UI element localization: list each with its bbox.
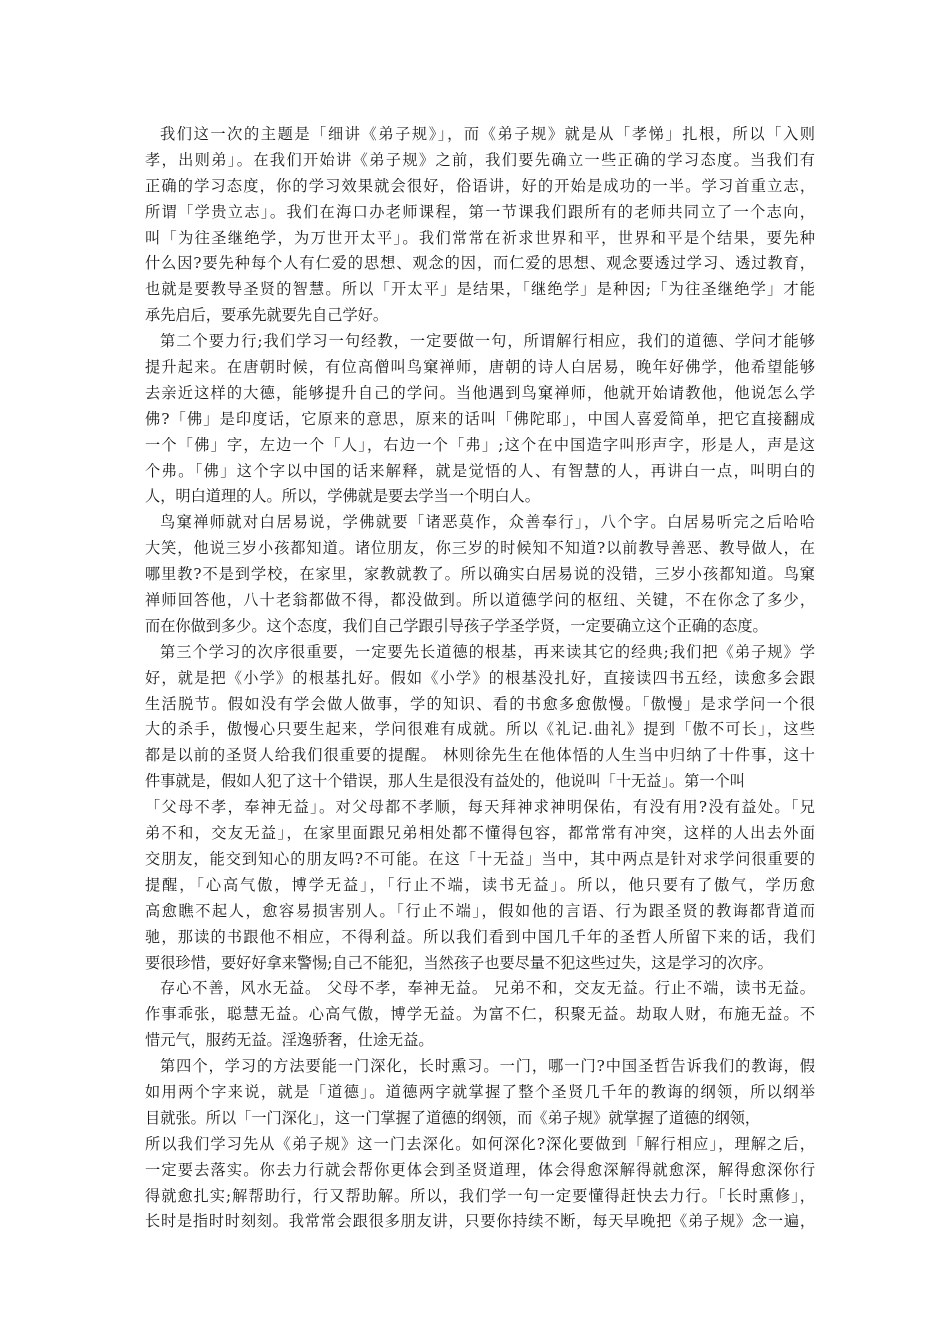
text-line: 哪里教?不是到学校，在家里，家教就教了。所以确实白居易说的没错，三岁小孩都知道。鸟窠 [145, 565, 815, 584]
text-line: 长时是指时时刻刻。我常常会跟很多朋友讲，只要你持续不断，每天早晚把《弟子规》念一遍， [145, 1212, 815, 1231]
text-line: 一个「佛」字，左边一个「人」，右边一个「弗」;这个在中国造字叫形声字，形是人，声是这 [145, 435, 815, 454]
text-line: 人，明白道理的人。所以，学佛就是要去学当一个明白人。 [145, 487, 540, 506]
text-line: 第三个学习的次序很重要，一定要先长道德的根基，再来读其它的经典;我们把《弟子规》学 [160, 642, 815, 661]
text-line: 提醒，「心高气傲，博学无益」，「行止不端，读书无益」。所以，他只要有了傲气，学历愈 [145, 875, 815, 894]
text-line: 件事就是，假如人犯了这十个错误，那人生是很没有益处的，他说叫「十无益」。第一个叫 [145, 772, 745, 791]
text-line: 去亲近这样的大德，能够提升自己的学问。当他遇到鸟窠禅师，他就开始请教他，他说怎么学 [145, 383, 815, 402]
text-line: 得就愈扎实;解帮助行，行又帮助解。所以，我们学一句一定要懂得赶快去力行。「长时熏修」， [145, 1186, 815, 1205]
text-line: 鸟窠禅师就对白居易说，学佛就要「诸恶莫作，众善奉行」，八个字。白居易听完之后哈哈 [160, 513, 815, 532]
text-line: 佛?「佛」是印度话，它原来的意思，原来的话叫「佛陀耶」，中国人喜爱简单，把它直接翻成 [145, 409, 815, 428]
text-line: 目就张。所以「一门深化」，这一门掌握了道德的纲领，而《弟子规》就掌握了道德的纲领， [145, 1108, 761, 1127]
text-line: 惜元气，服药无益。淫逸骄奢，仕途无益。 [145, 1031, 434, 1050]
text-line: 承先启后，要承先就要先自己学好。 [145, 306, 388, 325]
text-line: 所谓「学贵立志」。我们在海口办老师课程，第一节课我们跟所有的老师共同立了一个志向， [145, 202, 815, 221]
text-line: 我们这一次的主题是「细讲《弟子规》」，而《弟子规》就是从「孝悌」扎根，所以「入则 [160, 125, 815, 143]
text-line: 存心不善，风水无益。 父母不孝，奉神无益。 兄弟不和，交友无益。行止不端，读书无益。 [160, 979, 815, 998]
text-line: 好，就是把《小学》的根基扎好。假如《小学》的根基没扎好，直接读四书五经，读愈多会跟 [145, 668, 815, 687]
text-line: 什么因?要先种每个人有仁爱的思想、观念的因，而仁爱的思想、观念要透过学习、透过教育， [145, 254, 815, 273]
text-line: 大笑，他说三岁小孩都知道。诸位朋友，你三岁的时候知不知道?以前教导善恶、教导做人，在 [145, 539, 815, 558]
text-line: 提升起来。在唐朝时候，有位高僧叫鸟窠禅师，唐朝的诗人白居易，晚年好佛学，他希望能够 [145, 358, 815, 377]
text-line: 而在你做到多少。这个态度，我们自己学跟引导孩子学圣学贤，一定要确立这个正确的态度。 [145, 616, 768, 635]
text-line: 个弗。「佛」这个字以中国的话来解释，就是觉悟的人、有智慧的人，再讲白一点，叫明白的 [145, 461, 815, 480]
text-line: 都是以前的圣贤人给我们很重要的提醒。 林则徐先生在他体悟的人生当中归纳了十件事，这十 [145, 746, 815, 765]
text-line: 孝，出则弟」。在我们开始讲《弟子规》之前，我们要先确立一些正确的学习态度。当我们有 [145, 150, 815, 169]
text-line: 交朋友，能交到知心的朋友吗?不可能。在这「十无益」当中，其中两点是针对求学问很重要的 [145, 849, 815, 868]
text-line: 第二个要力行;我们学习一句经教，一定要做一句，所谓解行相应，我们的道德、学问才能够 [160, 332, 815, 351]
text-line: 如用两个字来说，就是「道德」。道德两字就掌握了整个圣贤几千年的教诲的纲领，所以纲举 [145, 1082, 815, 1101]
text-line: 作事乖张，聪慧无益。心高气傲，博学无益。为富不仁，积聚无益。劫取人财，布施无益。不 [145, 1005, 815, 1024]
text-line: 要很珍惜，要好好拿来警惕;自己不能犯，当然孩子也要尽量不犯这些过失，这是学习的次序。 [145, 953, 773, 972]
text-line: 第四个，学习的方法要能一门深化，长时熏习。一门，哪一门?中国圣哲告诉我们的教诲，假 [160, 1057, 815, 1076]
text-line: 正确的学习态度，你的学习效果就会很好，俗语讲，好的开始是成功的一半。学习首重立志， [145, 176, 815, 195]
text-line: 弟不和，交友无益」，在家里面跟兄弟相处都不懂得包容，都常常有冲突，这样的人出去外面 [145, 824, 815, 843]
text-line: 也就是要教导圣贤的智慧。所以「开太平」是结果，「继绝学」是种因;「为往圣继绝学」才能 [145, 280, 815, 299]
text-line: 高愈瞧不起人，愈容易损害别人。「行止不端」，假如他的言语、行为跟圣贤的教诲都背道而 [145, 901, 815, 920]
text-line: 一定要去落实。你去力行就会帮你更体会到圣贤道理，体会得愈深解得就愈深，解得愈深你行 [145, 1160, 815, 1179]
body-text [145, 122, 815, 1235]
text-line: 叫「为往圣继绝学，为万世开太平」。我们常常在祈求世界和平，世界和平是个结果，要先种 [145, 228, 815, 247]
text-line: 大的杀手，傲慢心只要生起来，学问很难有成就。所以《礼记.曲礼》提到「傲不可长」，这些 [145, 720, 815, 739]
text-line: 「父母不孝，奉神无益」。对父母都不孝顺，每天拜神求神明保佑，有没有用?没有益处。「兄 [145, 798, 815, 817]
text-line: 生活脱节。假如没有学会做人做事，学的知识、看的书愈多愈傲慢。「傲慢」是求学问一个很 [145, 694, 815, 713]
text-line: 所以我们学习先从《弟子规》这一门去深化。如何深化?深化要做到「解行相应」，理解之后， [145, 1134, 815, 1153]
text-line: 驰，那读的书跟他不相应，不得利益。所以我们看到中国几千年的圣哲人所留下来的话，我们 [145, 927, 815, 946]
text-line: 禅师回答他，八十老翁都做不得，都没做到。所以道德学问的枢纽、关键，不在你念了多少， [145, 591, 815, 610]
